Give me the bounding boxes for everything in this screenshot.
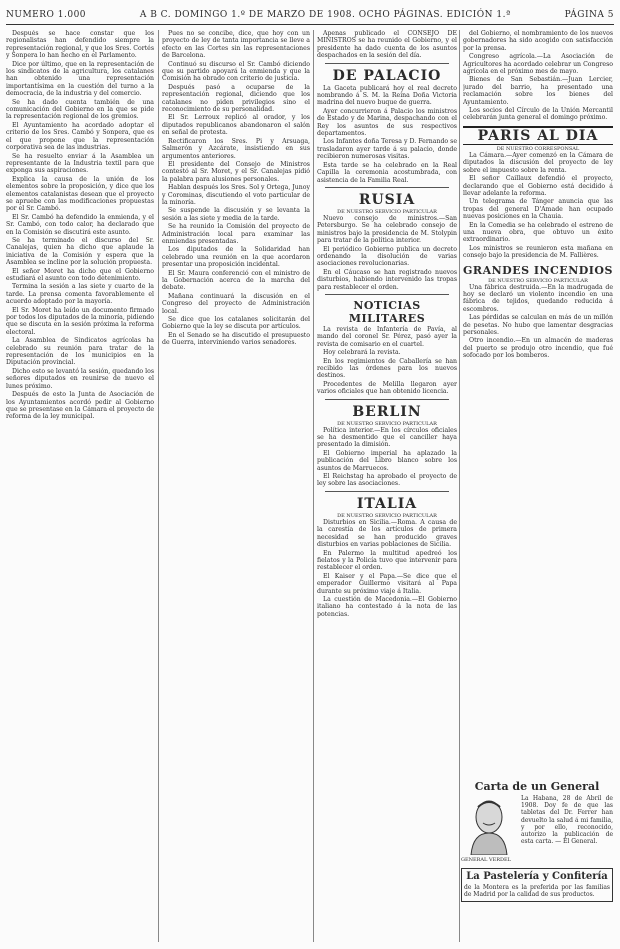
paragraph: Los Infantes doña Teresa y D. Fernando se trasladaron ayer tarde á su palacio, donde recibieron numerosas visitas. <box>317 138 457 161</box>
ad-title: Carta de un General <box>474 780 600 793</box>
paragraph: Pues no se concibe, dice, que hoy con un proyecto de ley de tanta importancia se lleve a efecto en las Cortes sin las representaciones de Barcelona. <box>162 30 310 60</box>
section-heading-rusia: RUSIA <box>358 191 416 208</box>
section-separator <box>325 187 449 188</box>
pasteleria-body: de la Montera es la preferida por las familias de Madrid por la calidad de sus productos. <box>464 884 610 899</box>
paragraph: Rectificaron los Sres. Pi y Arsuaga, Salmerón y Azcárate, insistiendo en sus argumentos anteriores. <box>162 137 310 160</box>
page-number: PÁGINA 5 <box>564 10 614 20</box>
paragraph: En los regimientos de Caballería se han recibido las órdenes para los nuevos destinos. <box>317 357 457 380</box>
paragraph: En el Cáucaso se han registrado nuevos disturbios, habiendo intervenido las tropas para restablecer el orden. <box>317 268 457 291</box>
paragraph: El Sr. Moret ha leído un documento firmado por todos los diputados de la minoría, pidiendo que se discuta en la sesión próxima la reforma electoral. <box>6 306 154 336</box>
paragraph: La Gaceta publicará hoy el real decreto nombrando á S. M. la Reina Doña Victoria madrina del nuevo buque de guerra. <box>317 84 457 107</box>
section-heading-paris: PARIS AL DIA <box>463 126 613 145</box>
section-heading-noticias: NOTICIAS MILITARES <box>348 298 426 325</box>
paragraph: Después pasó a ocuparse de la representación regional, diciendo que los catalanes no piden privilegios sino el reconocimiento de su personalidad. <box>162 83 310 114</box>
paragraph: Se ha dado cuenta también de una comunicación del Gobierno en la que se pide la representación regional de los gremios. <box>6 98 154 121</box>
ad-body: La Habana, 28 de Abril de 1908. Doy fe de que las tabletas del Dr. Ferrer han devuelto la salud á mi familia, y por ello, reconocido, autorizo la publicación de esta carta. — El General. <box>521 795 613 846</box>
paragraph: En el Senado se ha discutido el presupuesto de Guerra, interviniendo varios senadores. <box>162 331 310 347</box>
issue-date: A B C. DOMINGO 1.º DE MARZO DE 1908. OCHO PÁGINAS. EDICIÓN 1.ª <box>139 10 511 20</box>
column-divider <box>158 30 159 942</box>
pasteleria-title: La Pastelería y Confitería <box>466 871 608 883</box>
column-3 <box>317 30 457 942</box>
paragraph: Procedentes de Melilla llegaron ayer varios oficiales que han obtenido licencia. <box>317 380 457 396</box>
paragraph: Termina la sesión a las siete y cuarto de la tarde. La prensa comenta favorablemente el acuerdo adoptado por la mayoría. <box>6 283 154 306</box>
general-portrait-icon <box>461 795 517 855</box>
paragraph: Un telegrama de Tánger anuncia que las tropas del general D'Amade han ocupado nuevas posiciones en la Chauia. <box>463 198 613 221</box>
paragraph: Se suspende la discusión y se levanta la sesión a las siete y media de la tarde. <box>162 207 310 222</box>
paragraph: Continuó su discurso el Sr. Cambó diciendo que su partido apoyará la enmienda y que la Comisión ha obrado con criterio de justicia. <box>162 60 310 83</box>
paragraph: El Ayuntamiento ha acordado adoptar el criterio de los Sres. Cambó y Sonpera, que es el que propone que la representación corporativa sea de las industrias. <box>6 121 154 152</box>
paragraph: Otro incendio.—En un almacén de maderas del puerto se produjo otro incendio, que fué sofocado por los bomberos. <box>463 337 613 360</box>
paragraph: Esta tarde se ha celebrado en la Real Capilla la ceremonia acostumbrada, con asistencia de la Familia Real. <box>317 161 457 184</box>
paragraph: En Palermo la multitud apedreó los fielatos y la Policía tuvo que intervenir para restablecer el orden. <box>317 549 457 572</box>
paragraph: El Reichstag ha aprobado el proyecto de ley sobre las asociaciones. <box>317 473 457 488</box>
paragraph: El señor Moret ha dicho que el Gobierno estudiará el asunto con todo detenimiento. <box>6 267 154 282</box>
paragraph: La cuestión de Macedonia.—El Gobierno italiano ha contestado á la nota de las potencias. <box>317 595 457 618</box>
paragraph: Apenas publicado el CONSEJO DE MINISTROS se ha reunido el Gobierno, y el presidente ha dado cuenta de los asuntos despachados en la sesión del día. <box>317 30 457 60</box>
paragraph: Hablan después los Sres. Sol y Ortega, Junoy y Corominas, discutiendo el voto particular de la minoría. <box>162 184 310 206</box>
paragraph: Los socios del Círculo de la Unión Mercantil celebrarán junta general el domingo próximo. <box>463 107 613 122</box>
paragraph: Dice por último, que en la representación de los sindicatos de la agricultura, los catalanes han obtenido una representación importantísima en la cuestión del turno a la democracia, de la industria y del comercio. <box>6 60 154 98</box>
section-heading-berlin: BERLIN <box>352 403 422 420</box>
paragraph: Bienes de San Sebastián.—Juan Lercier, jurado del barrio, ha presentado una reclamación sobre los bienes del Ayuntamiento. <box>463 76 613 106</box>
paragraph: Se ha resuelto enviar á la Asamblea un representante de la Industria textil para que exponga sus aspiraciones. <box>6 152 154 175</box>
paragraph: El periódico Gobierno publica un decreto ordenando la disolución de varias asociaciones revolucionarias. <box>317 245 457 268</box>
paragraph: Explica la causa de la unión de los elementos sobre la proposición, y dice que los elementos catalanistas desean que el proyecto se apruebe con las modificaciones propuestas por el Sr. Cambó. <box>6 175 154 213</box>
column-2 <box>162 30 310 942</box>
section-byline: DE NUESTRO SERVICIO PARTICULAR <box>337 420 437 427</box>
paragraph: El presidente del Consejo de Ministros contestó al Sr. Moret, y el Sr. Canalejas pidió la palabra para alusiones personales. <box>162 160 310 183</box>
paragraph: La revista de Infantería de Pavía, al mando del coronel Sr. Pérez, pasó ayer la revista de comisario en el cuartel. <box>317 325 457 348</box>
section-byline: DE NUESTRO SERVICIO PARTICULAR <box>337 512 437 519</box>
paragraph: En la Comedia se ha celebrado el estreno de una nueva obra, que obtuvo un éxito extraordinario. <box>463 221 613 244</box>
paragraph: del Gobierno, el nombramiento de los nuevos gobernadores ha sido acogido con satisfacción por la prensa. <box>463 30 613 52</box>
section-separator <box>325 294 449 295</box>
paragraph: Una fábrica destruida.—En la madrugada de hoy se declaró un violento incendio en una fábrica de tejidos, quedando reducida á escombros. <box>463 283 613 313</box>
masthead <box>6 6 614 25</box>
pasteleria-ad <box>461 868 613 901</box>
section-byline: DE NUESTRO SERVICIO PARTICULAR <box>488 277 588 284</box>
paragraph: Se dice que los catalanes solicitarán del Gobierno que la ley se discuta por artículos. <box>162 316 310 331</box>
section-byline: DE NUESTRO CORRESPONSAL <box>496 145 580 152</box>
section-separator <box>325 491 449 492</box>
paragraph: Disturbios en Sicilia.—Roma. A causa de la carestía de los artículos de primera necesidad se han producido graves disturbios en varias poblaciones de Sicilia. <box>317 518 457 549</box>
section-heading-palacio: DE PALACIO <box>332 67 442 84</box>
paragraph: El Sr. Cambó ha defendido la enmienda, y el Sr. Cambó, con todo calor, ha declarado que en la Comisión se discutirá este asunto. <box>6 213 154 236</box>
section-separator <box>325 399 449 400</box>
column-1 <box>6 30 154 942</box>
issue-number: NUMERO 1.000 <box>6 10 87 20</box>
paragraph: El Sr. Maura conferenció con el ministro de la Gobernación acerca de la marcha del debate. <box>162 269 310 292</box>
paragraph: Mañana continuará la discusión en el Congreso del proyecto de Administración local. <box>162 292 310 315</box>
paragraph: La Asamblea de Sindicatos agrícolas ha celebrado su reunión para tratar de la representación de los municipios en la Diputación provincial. <box>6 337 154 367</box>
paragraph: Política interior.—En los círculos oficiales se ha desmentido que el canciller haya presentado la dimisión. <box>317 426 457 449</box>
section-separator <box>325 63 449 64</box>
column-4 <box>463 30 613 775</box>
paragraph: El señor Caillaux defendió el proyecto, declarando que el Gobierno está decidido á llevar adelante la reforma. <box>463 175 613 197</box>
paragraph: Los ministros se reunieron esta mañana en consejo bajo la presidencia de M. Fallières. <box>463 244 613 260</box>
paragraph: Dicho esto se levantó la sesión, quedando los señores diputados en reunirse de nuevo el lunes próximo. <box>6 367 154 390</box>
paragraph: Después de esto la Junta de Asociación de los Ayuntamientos acordó pedir al Gobierno que se presentase en la Cámara el proyecto de reforma de la ley municipal. <box>6 391 154 421</box>
paragraph: La Cámara.—Ayer comenzó en la Cámara de diputados la discusión del proyecto de ley sobre el impuesto sobre la renta. <box>463 151 613 174</box>
paragraph: Después se hace constar que los regionalistas han defendido siempre la representación regional, y que los Sres. Cortés y Sonpera lo han hecho en el Parlamento. <box>6 30 154 60</box>
paragraph: Se ha terminado el discurso del Sr. Canalejas, quien ha dicho que aplaude la iniciativa de la Comisión y espera que la Asamblea se incline por la solución propuesta. <box>6 236 154 267</box>
section-heading-incendios: GRANDES INCENDIOS <box>463 263 613 277</box>
paragraph: El Gobierno imperial ha aplazado la publicación del Libro blanco sobre los asuntos de Marruecos. <box>317 449 457 472</box>
paragraph: Ayer concurrieron á Palacio los ministros de Estado y de Marina, despachando con el Rey los asuntos de sus respectivos departamentos. <box>317 107 457 138</box>
section-byline: DE NUESTRO SERVICIO PARTICULAR <box>337 208 437 215</box>
paragraph: El Sr. Lerroux replicó al orador, y los diputados republicanos abandonaron el salón en señal de protesta. <box>162 114 310 137</box>
advertisement <box>461 780 613 940</box>
paragraph: Congreso agrícola.—La Asociación de Agricultores ha acordado celebrar un Congreso agrícola en el próximo mes de mayo. <box>463 53 613 76</box>
section-heading-italia: ITALIA <box>356 495 418 512</box>
paragraph: Los diputados de la Solidaridad han celebrado una reunión en la que acordaron presentar una proposición incidental. <box>162 246 310 269</box>
column-divider <box>459 30 460 942</box>
portrait-caption: GENERAL VERDEL <box>461 857 511 863</box>
paragraph: Se ha reunido la Comisión del proyecto de Administración local para examinar las enmiendas presentadas. <box>162 223 310 245</box>
paragraph: El Kaiser y el Papa.—Se dice que el emperador Guillermo visitará al Papa durante su próximo viaje á Italia. <box>317 572 457 595</box>
paragraph: Nuevo consejo de ministros.—San Petersburgo. Se ha celebrado consejo de ministros bajo la presidencia de M. Stolypin para tratar de la política interior. <box>317 214 457 245</box>
column-divider <box>313 30 314 942</box>
paragraph: Las pérdidas se calculan en más de un millón de pesetas. No hubo que lamentar desgracias personales. <box>463 314 613 336</box>
paragraph: Hoy celebrará la revista. <box>323 349 401 357</box>
